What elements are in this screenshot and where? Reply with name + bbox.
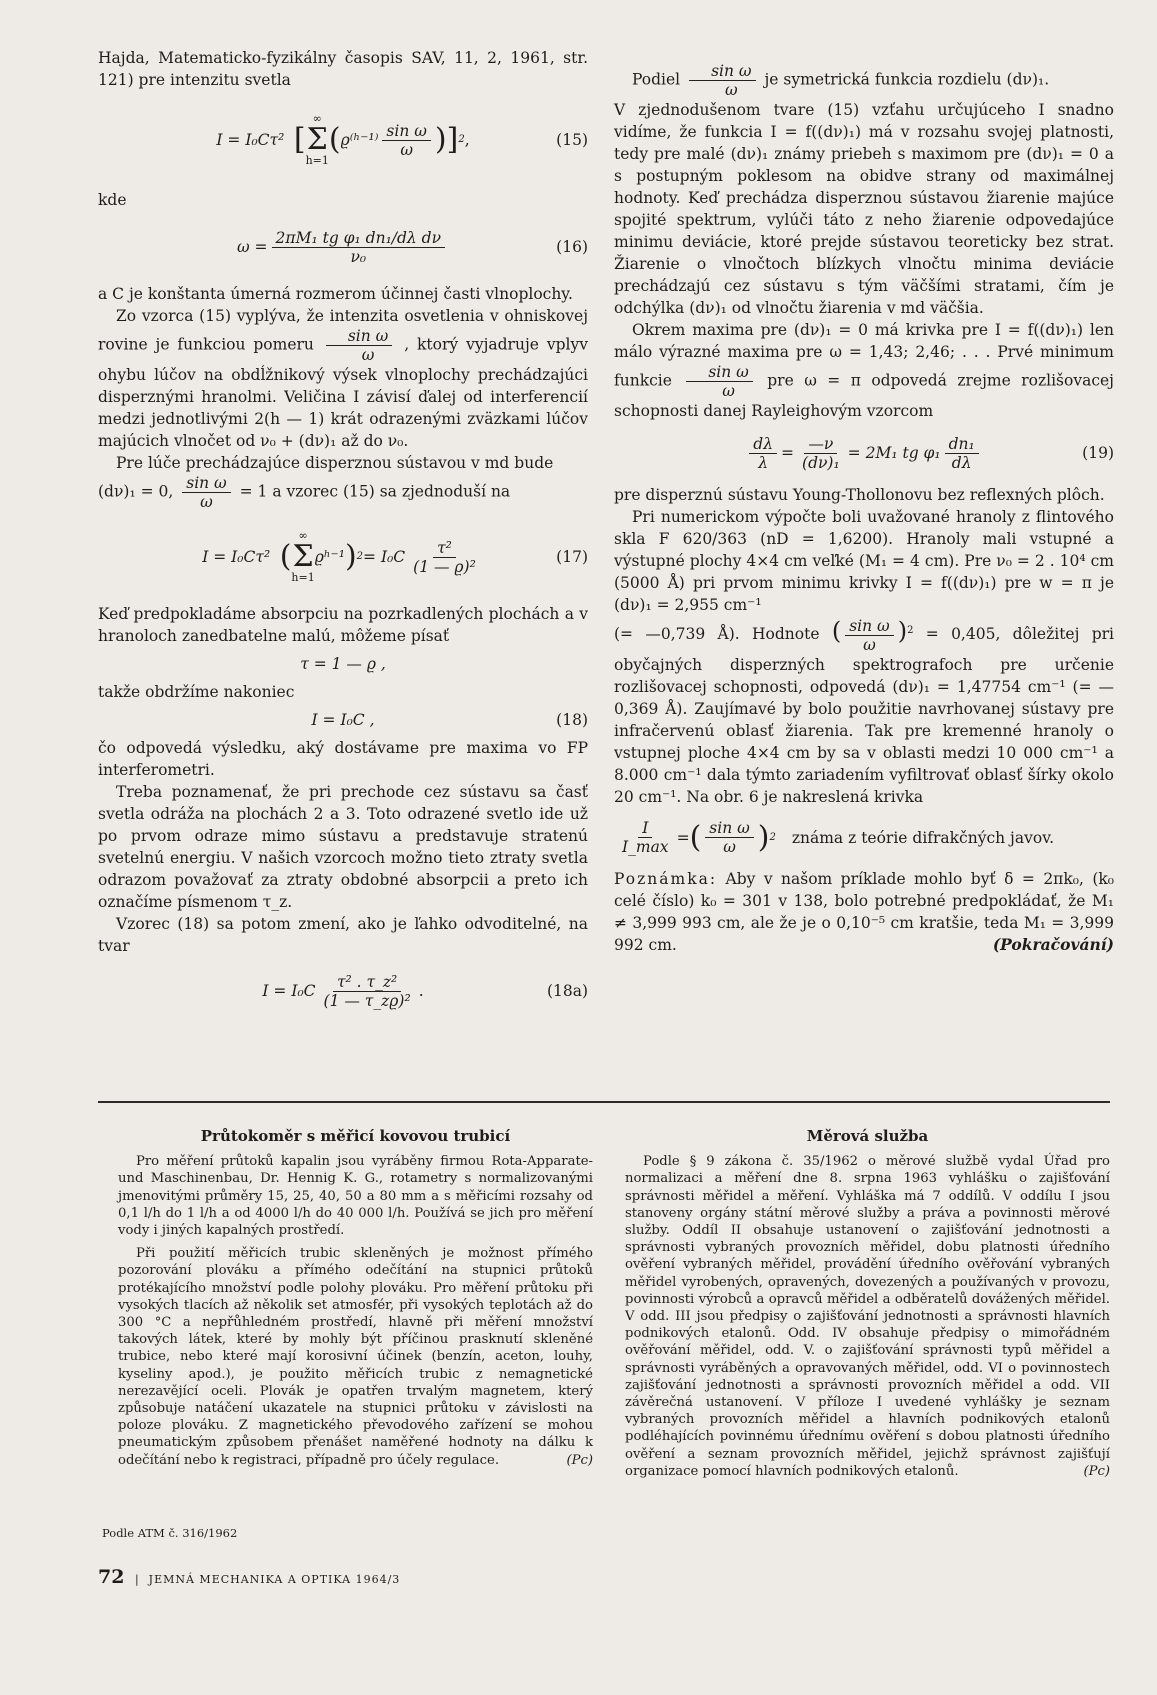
paragraph: Pri numerickom výpočte boli uvažované hranoly z flintového skla F 620/363 (nD = 1,6200). Hranoly mali vstupné a výstupné plochy 4×4 cm veľké (M₁ = 4 cm). Pre ν₀ = 2 . 10⁴ cm (5000 Å) pri prvom minimu krivky I = f((dν)₁) pre w = π je (dν)₁ = 2,955 cm⁻¹ xyxy=(614,508,1114,614)
denominator: ω xyxy=(725,81,738,99)
paragraph xyxy=(118,1245,593,1469)
text: Podiel xyxy=(632,70,681,89)
sum-sign: ∞ Σ h=1 xyxy=(291,529,315,584)
equation-number: (19) xyxy=(1082,444,1114,462)
paragraph: Hajda, Matematicko-fyzikálny časopis SAV, 11, 2, 1961, str. 121) pre intenzitu svetla xyxy=(98,49,588,89)
eq17-lhs: I = I₀Cτ² xyxy=(202,548,271,566)
sum-bottom: h=1 xyxy=(305,154,329,167)
paragraph xyxy=(614,319,1114,422)
eq18a-fraction xyxy=(320,973,415,1010)
eq16-lhs: ω = xyxy=(236,238,268,256)
sinc-fraction xyxy=(705,819,753,856)
paragraph: pre disperznú sústavu Young-Thollonovu bez reflexných plôch. xyxy=(614,486,1105,504)
denominator: λ xyxy=(758,453,769,472)
sum-sign: ∞ Σ h=1 xyxy=(305,112,329,167)
paragraph xyxy=(625,1153,1110,1480)
continued-label: (Pokračování) xyxy=(992,934,1114,954)
sum-bottom: h=1 xyxy=(291,571,315,584)
numerator: dλ xyxy=(749,435,777,454)
eq15-fraction xyxy=(382,122,430,159)
inline-fraction xyxy=(686,363,752,400)
eq17-term: ϱʰ⁻¹ xyxy=(314,548,345,566)
numerator: sin ω xyxy=(326,327,392,346)
paragraph xyxy=(98,474,588,511)
paragraph: a C je konštanta úmerná rozmerom účinnej časti vlnoplochy. xyxy=(98,285,573,303)
exponent: 2 xyxy=(769,831,776,843)
inline-fraction xyxy=(845,617,893,654)
paragraph: (= —0,739 Å). Hodnote ( $\frac{\text{sin ω}}{\omega}$ )$^2$ = 0,405, dôležitej pri obyčajných disperzných spektrografoch pre určenie rozlišovacej schopnosti, odpovedá (dν)₁ = 1,47754 cm⁻¹ (= —0,369 Å). Zaujímavé by bolo použitie navrhovanej sústavy pre infračervenú oblasť žiarenia. Tak pre kremenné hranoly o vstupnej ploche 4×4 cm by sa v oblasti medzi 10 000 cm⁻¹ a 8.000 cm⁻¹ dala týmto zariadením vyfiltrovať oblasť šírky okolo 20 cm⁻¹. Na obr. 6 je nakreslená krivka xyxy=(614,616,1115,806)
tau-expression: τ = 1 — ϱ , xyxy=(300,655,386,673)
equation-15: I = I₀Cτ² [ ∞ Σ h=1 ( ϱ⁽ʰ⁻¹⁾ $\frac{\text{sin ω}}{\omega}$ )] 2 , (15) xyxy=(216,112,588,167)
right-column xyxy=(614,62,1114,956)
article-title: Průtokoměr s měřicí kovovou trubicí xyxy=(200,1127,511,1145)
denominator: ω xyxy=(200,493,213,511)
denominator: ω xyxy=(400,140,413,159)
eq15-lhs: I = I₀Cτ² xyxy=(216,131,285,149)
eq18-expression: I = I₀C , xyxy=(311,711,375,729)
section-divider xyxy=(98,1101,1110,1103)
numerator: sin ω xyxy=(705,819,753,838)
denominator: (dν)₁ xyxy=(802,453,840,472)
text: Zo vzorca (15) vyplýva, že intenzita osvetlenia v ohniskovej rovine je funkciou pomeru xyxy=(98,307,588,354)
text: (= —0,739 Å). Hodnote xyxy=(614,625,820,643)
paragraph xyxy=(98,305,588,452)
paragraph: Vzorec (18) sa potom zmení, ako je ľahko odvoditelné, na tvar xyxy=(98,915,588,955)
equation-number: (18a) xyxy=(546,982,588,1000)
equation-number: (18) xyxy=(556,711,588,729)
article-flowmeter xyxy=(118,1128,593,1469)
equation-16 xyxy=(98,217,588,277)
text: Okrem maxima pre (dν)₁ = 0 má krivka pre I = f((dν)₁) len málo výrazné maxima pre ω = 1,43; 2,46; . . . Prvé minimum funkcie xyxy=(614,321,1114,390)
paragraph: Treba poznamenať, že pri prechode cez sústavu sa časť svetla odráža na plochách 2 a 3. Toto odrazené svetlo ide už po prvom odraze mimo sústavu a predstavuje stratenú svetelnú energiu. V našich vzorcoch možno tieto ztraty svetla odrazom považovať za ztraty obdobné absorpcii a preto ich označíme písmenom τ_z. xyxy=(98,783,588,911)
eq15-term: ϱ⁽ʰ⁻¹⁾ xyxy=(340,131,379,149)
paragraph: V zjednodušenom tvare (15) vzťahu určujúceho I snadno vidíme, že funkcia I = f((dν)₁) má v rozsahu svojej platnosti, tedy pre malé (dν)₁ známy priebeh s maximom pre (dν)₁ = 0 a s postupným poklesom na obidve strany od maximálnej hodnoty. Keď prechádza disperznou sústavou žiarenie majúce spojité spektrum, vylúči táto z neho žiarenie odpovedajúce minimu deviácie, ktoré prejde sústavou teoreticky bez strat. Žiarenie o vlnočtoch blízkych vlnočtu minima deviácie prechádzajú cez sústavu s tým väčšími stratami, čím je odchýlka (dν)₁ od vlnočtu žiarenia v md väčšia. xyxy=(614,101,1114,317)
equation-number: (17) xyxy=(556,548,588,566)
page-number: 72 xyxy=(98,1566,125,1588)
text: Aby v našom príklade mohlo byť δ = 2πk₀, (k₀ celé číslo) k₀ = 301 v 138, bolo potrebné predpokládať, že M₁ ≠ 3,999 993 cm, ale že je o 0,10⁻⁵ cm kratšie, teda M₁ = 3,999 992 cm. xyxy=(614,869,1114,954)
denominator: (1 — ϱ)² xyxy=(413,557,476,576)
sum-top: ∞ xyxy=(298,529,308,542)
journal-name: JEMNÁ MECHANIKA A OPTIKA 1964/3 xyxy=(148,1573,401,1586)
text: = 0,405, dôležitej pri obyčajných disperzných spektrografoch pre určenie rozlišovacej schopnosti, odpovedá (dν)₁ = 1,47754 cm⁻¹ (= —0,369 Å). Zaujímavé by bolo použitie navrhovanej sústavy pre infračervenú oblasť žiarenia. Tak pre kremenné hranoly o vstupnej ploche 4×4 cm by sa v oblasti medzi 10 000 cm⁻¹ a 8.000 cm⁻¹ dala týmto zariadením vyfiltrovať oblasť šírky okolo 20 cm⁻¹. Na obr. 6 je nakreslená krivka xyxy=(614,625,1115,806)
author-signature: (Pc) xyxy=(566,1452,593,1468)
footnote: Podle ATM č. 316/1962 xyxy=(102,1526,238,1540)
equation-intensity-ratio: $\frac{I}{I\_\max}$ = ( $\frac{\text{sin ω}}{\omega}$ ) 2 známa z teórie difrakčných javov. xyxy=(614,814,1114,862)
article-measurement-service xyxy=(625,1128,1110,1480)
numerator: sin ω xyxy=(382,122,430,141)
denominator: (1 — τ_zϱ)² xyxy=(323,991,411,1010)
sum-top: ∞ xyxy=(312,112,322,125)
paragraph: čo odpovedá výsledku, aký dostávame pre maxima vo FP interferometri. xyxy=(98,739,588,779)
paragraph xyxy=(614,62,1114,99)
author-signature: (Pc) xyxy=(1083,1463,1110,1479)
equation-tau xyxy=(98,653,588,675)
paragraph: Pre lúče prechádzajúce disperznou sústavou v md bude xyxy=(116,454,554,472)
numerator: τ² . τ_z² xyxy=(333,973,401,992)
inline-fraction xyxy=(689,62,755,99)
exponent: 2 xyxy=(356,551,364,562)
equation-19: $\frac{d\lambda}{\lambda}$ = $\frac{—\nu}{\text{(dν)₁}}$ = 2M₁ tg φ₁ $\frac{\text{dn₁}}{d\lambda}$ (19) xyxy=(614,428,1114,478)
denominator: ω xyxy=(723,838,736,856)
denominator: ω xyxy=(722,382,735,400)
note-paragraph xyxy=(614,868,1114,956)
exponent: 2 xyxy=(458,134,465,145)
eq17-fraction xyxy=(409,539,480,576)
eq19-fraction-3 xyxy=(945,435,979,472)
inline-fraction xyxy=(182,474,230,511)
page-footer: 72 | JEMNÁ MECHANIKA A OPTIKA 1964/3 xyxy=(98,1566,401,1588)
eq17-mid: = I₀C xyxy=(363,548,406,566)
numerator: sin ω xyxy=(182,474,230,493)
numerator: 2πM₁ tg φ₁ dn₁/dλ dν xyxy=(272,229,446,248)
numerator: sin ω xyxy=(689,62,755,81)
inline-fraction xyxy=(326,327,392,364)
numerator: sin ω xyxy=(686,363,752,382)
note-label: Poznámka: xyxy=(614,869,718,888)
text: pre ω = π odpovedá zrejme rozlišovacej schopnosti danej Rayleighovým vzorcom xyxy=(614,371,1114,420)
numerator: τ² xyxy=(433,539,456,558)
equation-17: I = I₀Cτ² ( ∞ Σ h=1 ϱʰ⁻¹ ) 2 = I₀C $\frac{\text{τ²}}{\text{(1 — ϱ)²}}$ (17) xyxy=(202,529,588,584)
eq18a-lhs: I = I₀C xyxy=(262,982,316,1000)
equation-18a: I = I₀C $\frac{\text{τ² . τ\_z²}}{\text{(1 — τ\_zϱ)²}}$ . (18a) xyxy=(262,972,588,1010)
left-column xyxy=(98,47,588,1025)
text: = 1 a vzorec (15) sa zjednoduší na xyxy=(239,482,511,501)
article-title: Měrová služba xyxy=(806,1127,929,1145)
kde-label: kde xyxy=(98,191,127,209)
eq16-fraction xyxy=(272,229,446,266)
numerator: I xyxy=(638,819,652,838)
denominator: dλ xyxy=(951,453,972,472)
denominator: ω xyxy=(361,346,375,364)
equation-number: (16) xyxy=(556,238,588,256)
numerator: sin ω xyxy=(845,617,893,636)
paragraph: takže obdržíme nakoniec xyxy=(98,683,295,701)
eq19-mid: = 2M₁ tg φ₁ xyxy=(847,444,941,462)
text: , ktorý vyjadruje vplyv ohybu lúčov na obdĺžnikový výsek vlnoplochy prechádzajúci disperznými hranolmi. Veličina I závisí ďalej od interferencií medzi jednotlivými 2(h — 1) krát odrazenými zväzkami lúčov majúcich vlnočet od ν₀ + (dν)₁ až do ν₀. xyxy=(98,335,588,450)
text: (dν)₁ = 0, xyxy=(98,482,174,501)
eq19-fraction-1 xyxy=(749,435,777,472)
denominator: ω xyxy=(863,635,876,654)
equation-number: (15) xyxy=(556,131,588,149)
numerator: dn₁ xyxy=(945,435,979,454)
intensity-fraction xyxy=(618,819,673,856)
paragraph: Pro měření průtoků kapalin jsou vyráběny firmou Rota-Apparate- und Maschinenbau, Dr. Hennig K. G., rotametry s normalizovanými jmenovitými průměry 15, 25, 40, 50 a 80 mm a s měřicími rozsahy od 0,1 l/h do 1 l/h a od 4000 l/h do 40 000 l/h. Používá se jich pro měření vody i jiných kapalných prostředí. xyxy=(118,1154,593,1239)
eq19-fraction-2 xyxy=(798,435,844,472)
text: známa z teórie difrakčných javov. xyxy=(791,828,1055,847)
text: Při použití měřicích trubic skleněných je možnost přímého pozorování plováku a přímého odečítání na stupnici průtoků protékajícího množství podle polohy plováku. Pro měření průtoku při vysokých tlacích až několik set atmosfér, při vysokých teplotách až do 300 °C a nepřůhledném prostředí, hlavně při měření množství takových látek, které by mohly být příčinou prasknutí skleněné trubice, nebo které mají korosivní účinek (benzín, aceton, louhy, kyseliny apod.), je použito měřicích trubic z nemagnetické nerezavějící oceli. Plovák je opatřen trvalým magnetem, který způsobuje natáčení ukazatele na stupnici průtoku v závislosti na poloze plováku. Z magnetického převodového zařízení se mohou pneumatickým způsobem přenášet naměřené hodnoty na dálku k odečítání nebo k registraci, případně pro účely regulace. xyxy=(118,1246,593,1468)
denominator: ν₀ xyxy=(350,247,367,266)
equation-18 xyxy=(98,709,588,731)
denominator: I_max xyxy=(622,838,669,856)
numerator: —ν xyxy=(804,435,837,454)
paragraph: Keď predpokladáme absorpciu na pozrkadlených plochách a v hranoloch zanedbatelne malú, môžeme písať xyxy=(98,605,588,645)
text: Podle § 9 zákona č. 35/1962 o měrové službě vydal Úřad pro normalizaci a měření dne 8. srpna 1963 vyhlášku o zajišťování správnosti měřidel a měření. Vyhláška má 7 oddílů. V oddílu I jsou stanoveny orgány státní měrové služby a práva a povinnosti měrové služby. Oddíl II obsahuje ustanovení o zajišťování jednotnosti a správnosti vybraných provozních měřidel, dobu platnosti úředního ověření vybraných měřidel, provádění úředního ověřování vybraných měřidel vyrobených, opravených, dovezených a používaných v provozu, povinnosti výrobců a opravců měřidel a odběratelů dovážených měřidel. V odd. III jsou předpisy o zajišťování jednotnosti a správnosti hlavních podnikových etalonů. Odd. IV obsahuje předpisy o mimořádném ověřování měřidel, odd. V. o zajišťování správnosti typů měřidel a správnosti vyráběných a opravovaných měřidel, odd. VI o povinnostech zajišťování jednotnosti a správnosti provozních měřidel a odd. VII závěrečná ustanovení. V příloze I uvedené vyhlášky je seznam vybraných provozních měřidel a hlavních podnikových etalonů podléhajících povinnému úřednímu ověření s dobou platnosti úředního ověření a seznam provozních měřidel, jejichž správnost zajišťují organizace pomocí hlavních podnikových etalonů. xyxy=(625,1154,1110,1479)
text: je symetrická funkcia rozdielu (dν)₁. xyxy=(764,70,1050,89)
